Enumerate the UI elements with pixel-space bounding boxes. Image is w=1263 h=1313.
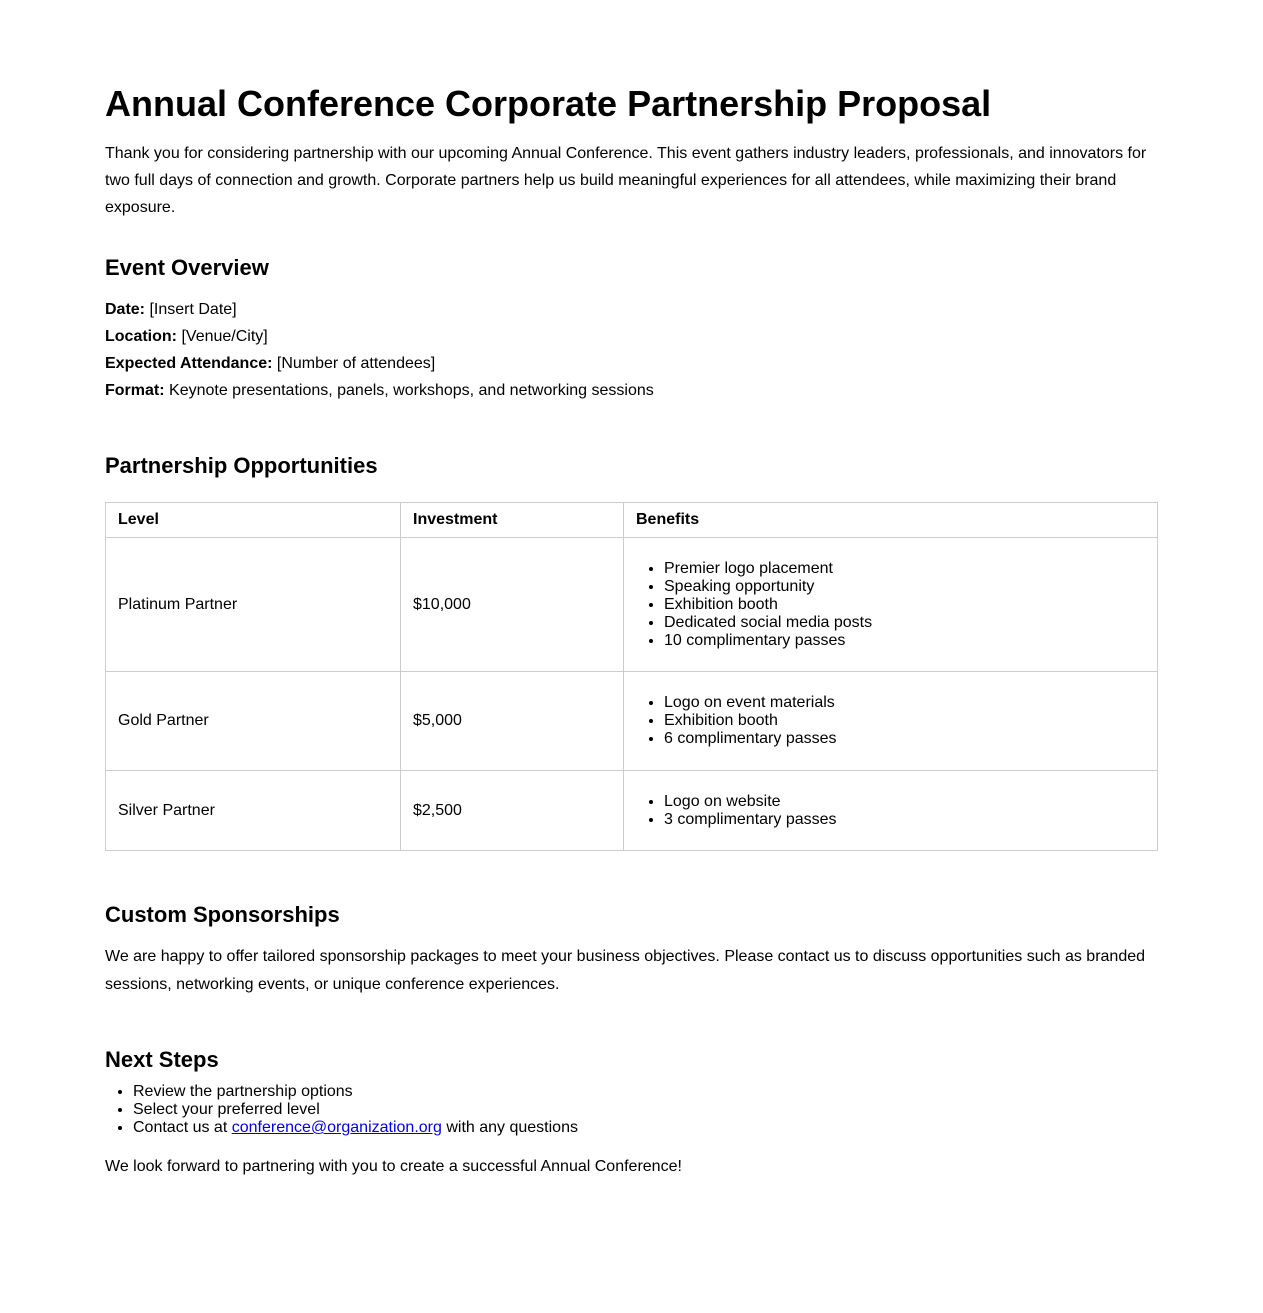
overview-date <box>105 296 654 323</box>
benefits-cell <box>624 672 1158 771</box>
overview-location-value: [Venue/City] <box>181 328 268 345</box>
overview-attendance-value: [Number of attendees] <box>276 355 436 372</box>
contact-prefix: Contact us at <box>133 1119 228 1136</box>
list-item: • Exhibition booth <box>664 596 1145 614</box>
contact-email-link[interactable]: conference@organization.org <box>231 1119 442 1136</box>
column-header-level: Level <box>106 503 401 538</box>
list-item-contact <box>133 1119 578 1137</box>
list-item: • 3 complimentary passes <box>664 811 1145 829</box>
level-cell: Silver Partner <box>106 771 401 851</box>
event-overview-heading: Event Overview <box>105 255 269 280</box>
custom-sponsorships-paragraph: We are happy to offer tailored sponsorship packages to meet your business objectives. Please contact us to discuss opportunities such as branded sessions, networking events, or unique conference experiences. <box>105 948 1146 993</box>
overview-date-label: Date: <box>105 301 146 318</box>
table-row <box>106 538 1158 672</box>
table-row <box>106 672 1158 771</box>
benefits-cell <box>624 771 1158 851</box>
benefits-list <box>636 793 1145 829</box>
list-item: • Premier logo placement <box>664 560 1145 578</box>
investment-cell: $5,000 <box>401 672 624 771</box>
benefits-cell <box>624 538 1158 672</box>
overview-format-value: Keynote presentations, panels, workshops, and networking sessions <box>169 382 654 399</box>
partnership-table <box>105 502 1158 851</box>
table-row <box>106 771 1158 851</box>
overview-date-value: [Insert Date] <box>149 301 237 318</box>
investment-cell: $2,500 <box>401 771 624 851</box>
list-item: • Speaking opportunity <box>664 578 1145 596</box>
list-item: • Dedicated social media posts <box>664 614 1145 632</box>
next-steps-list <box>105 1083 578 1137</box>
intro-paragraph: Thank you for considering partnership with our upcoming Annual Conference. This event gathers industry leaders, professionals, and innovators for two full days of connection and growth. Corporate partners help us build meaningful experiences for all attendees, while maximizing their brand exposure. <box>105 145 1147 216</box>
overview-location <box>105 323 654 350</box>
page-title: Annual Conference Corporate Partnership Proposal <box>105 83 992 124</box>
column-header-benefits: Benefits <box>624 503 1158 538</box>
custom-sponsorships-heading: Custom Sponsorships <box>105 902 340 927</box>
investment-cell: $10,000 <box>401 538 624 672</box>
list-item: • Review the partnership options <box>133 1083 578 1101</box>
overview-format <box>105 377 654 404</box>
level-cell: Platinum Partner <box>106 538 401 672</box>
table-header-row <box>106 503 1158 538</box>
column-header-investment: Investment <box>401 503 624 538</box>
event-overview-details <box>105 296 654 404</box>
list-item: • 10 complimentary passes <box>664 632 1145 650</box>
list-item: • Logo on event materials <box>664 694 1145 712</box>
overview-format-label: Format: <box>105 382 165 399</box>
overview-attendance-label: Expected Attendance: <box>105 355 273 372</box>
overview-attendance <box>105 350 654 377</box>
list-item: • Select your preferred level <box>133 1101 578 1119</box>
list-item: • Logo on website <box>664 793 1145 811</box>
next-steps-heading: Next Steps <box>105 1047 219 1072</box>
partnership-opportunities-heading: Partnership Opportunities <box>105 453 378 478</box>
closing-paragraph: We look forward to partnering with you to create a successful Annual Conference! <box>105 1158 682 1175</box>
contact-suffix: with any questions <box>446 1119 578 1136</box>
level-cell: Gold Partner <box>106 672 401 771</box>
benefits-list <box>636 560 1145 650</box>
list-item: • Exhibition booth <box>664 712 1145 730</box>
benefits-list <box>636 694 1145 748</box>
list-item: • 6 complimentary passes <box>664 730 1145 748</box>
overview-location-label: Location: <box>105 328 177 345</box>
